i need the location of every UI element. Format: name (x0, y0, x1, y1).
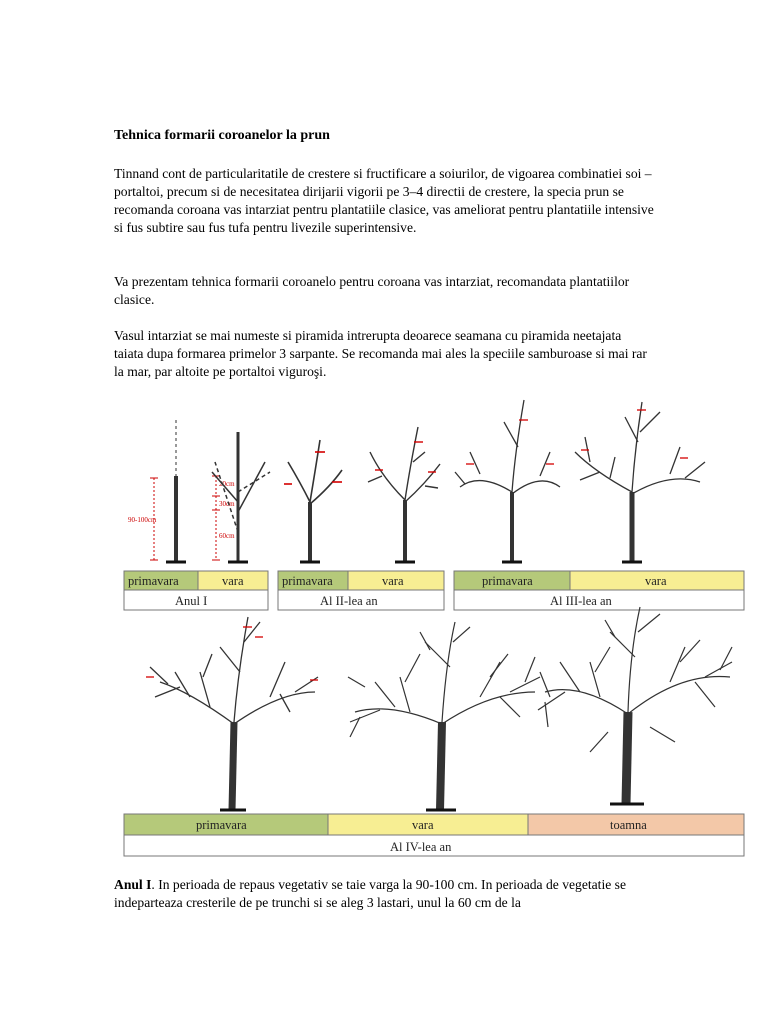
measure-20-label: 20cm (219, 480, 235, 488)
paragraph-vase-description: Vasul intarziat se mai numeste si piramida intrerupta deoarece seamana cu piramida neetajata taiata dupa formarea primelor 3 sarpante. Se recomanda mai ales la speciile samburoase si mai rar la mar, par altoite pe portaltoi viguroşi. (114, 328, 647, 379)
bar3-spring-label: primavara (482, 574, 533, 588)
measure-60-label: 60cm (219, 532, 235, 540)
tree-year2-summer (368, 427, 440, 562)
tree-year2-spring (284, 440, 342, 562)
year-one-lead: Anul I (114, 877, 152, 892)
tree-year3-summer (575, 402, 705, 562)
bar1-summer-label: vara (222, 574, 244, 588)
tree-year1-spring (166, 420, 186, 562)
season-bar-year3 (454, 571, 744, 610)
tree-year4-summer (348, 622, 540, 810)
year-one-text: . In perioada de repaus vegetativ se taie varga la 90-100 cm. In perioada de vegetatie se indeparteaza cresterile de pe trunchi si se aleg 3 lastari, unul la 60 cm de la (114, 877, 626, 910)
paragraph-year-one (114, 876, 654, 912)
bar2-year-label: Al II-lea an (320, 594, 378, 608)
measure-total-label: 90-100cm (128, 516, 157, 524)
tree-year3-spring (455, 400, 560, 562)
pruning-diagram (120, 392, 748, 862)
bar1-year-label: Anul I (175, 594, 208, 608)
tree-year1-summer (212, 432, 270, 562)
document-title: Tehnica formarii coroanelor la prun (114, 128, 330, 143)
bar4-spring-label: primavara (196, 818, 247, 832)
season-bar-year2 (278, 571, 444, 610)
season-bar-year4 (124, 814, 744, 856)
bar4-summer-label: vara (412, 818, 434, 832)
bar2-spring-label: primavara (282, 574, 333, 588)
bar1-spring-label: primavara (128, 574, 179, 588)
tree-year4-autumn (538, 607, 732, 804)
bar2-summer-label: vara (382, 574, 404, 588)
bar3-year-label: Al III-lea an (550, 594, 612, 608)
season-bar-year1 (124, 571, 268, 610)
measure-lines (150, 476, 220, 560)
paragraph-presentation: Va prezentam tehnica formarii coroanelo pentru coroana vas intarziat, recomandata plantatiilor clasice. (114, 274, 630, 307)
tree-year4-spring (146, 617, 318, 810)
paragraph-intro: Tinnand cont de particularitatile de crestere si fructificare a soiurilor, de vigoarea combinatiei soi – portaltoi, precum si de necesitatea dirijarii vigorii pe 3–4 directii de crestere, la specia prun se recomanda coroana vas intarziat pentru plantatiile clasice, vas ameliorat pentru plantatiile intensive si fus subtire sau fus tufa pentru livezile superintensive. (114, 166, 654, 235)
measure-30-label: 30cm (219, 500, 235, 508)
bar4-autumn-label: toamna (610, 818, 647, 832)
pruning-figure (120, 392, 748, 862)
bar3-summer-label: vara (645, 574, 667, 588)
bar4-year-label: Al IV-lea an (390, 840, 452, 854)
